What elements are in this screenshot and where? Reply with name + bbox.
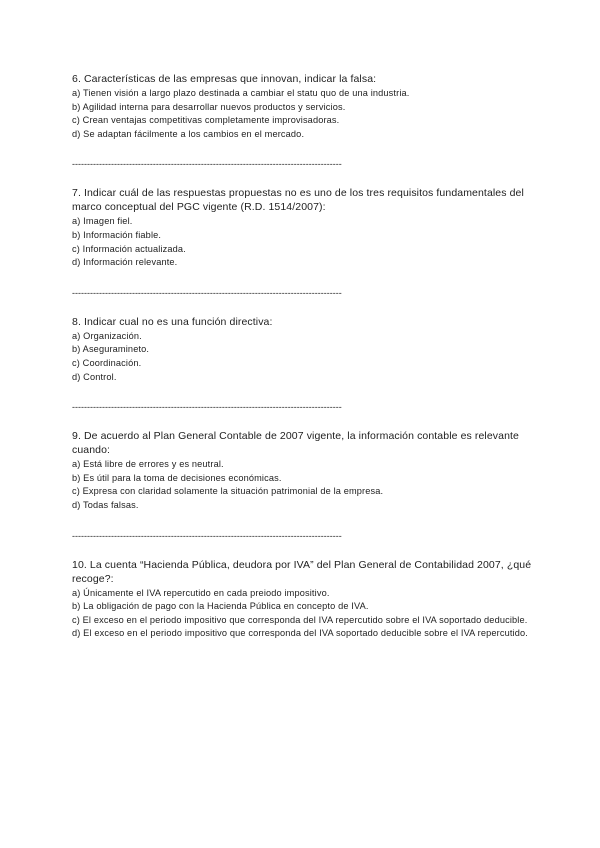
question-6	[72, 72, 540, 141]
option-d: d) Todas falsas.	[72, 499, 139, 510]
option-a: a) Únicamente el IVA repercutido en cada preiodo impositivo.	[72, 587, 330, 598]
option-b: b) Aseguramineto.	[72, 344, 150, 355]
option-b: b) Agilidad interna para desarrollar nuevos productos y servicios.	[72, 101, 346, 112]
option-d: d) Control.	[72, 371, 117, 382]
option-d: d) Información relevante.	[72, 257, 178, 268]
option-c: c) Expresa con claridad solamente la situación patrimonial de la empresa.	[72, 486, 384, 497]
option-a: a) Organización.	[72, 330, 142, 341]
option-d: d) El exceso en el periodo impositivo que corresponda del IVA soportado deducible sobre el IVA repercutido.	[72, 628, 528, 639]
option-c: c) Crean ventajas competitivas completamente improvisadoras.	[72, 115, 340, 126]
question-title: 9. De acuerdo al Plan General Contable de 2007 vigente, la información contable es relevante cuando:	[72, 430, 519, 457]
option-list	[72, 330, 540, 384]
option-b: b) Información fiable.	[72, 229, 162, 240]
option-list	[72, 87, 540, 141]
question-9	[72, 429, 540, 512]
question-title: 6. Características de las empresas que innovan, indicar la falsa:	[72, 73, 377, 85]
option-b: b) Es útil para la toma de decisiones económicas.	[72, 472, 282, 483]
option-c: c) El exceso en el periodo impositivo que corresponda del IVA repercutido sobre el IVA soportado deducible.	[72, 614, 528, 625]
option-a: a) Imagen fiel.	[72, 216, 133, 227]
question-10	[72, 558, 540, 641]
option-a: a) Tienen visión a largo plazo destinada a cambiar el statu quo de una industria.	[72, 88, 410, 98]
separator-line: ------------------------------------------------------------------------------------------	[72, 530, 342, 541]
question-title: 8. Indicar cual no es una función directiva:	[72, 315, 273, 328]
option-c: c) Coordinación.	[72, 357, 142, 368]
option-d: d) Se adaptan fácilmente a los cambios en el mercado.	[72, 128, 305, 139]
option-list	[72, 587, 540, 641]
separator-line: ------------------------------------------------------------------------------------------	[72, 159, 342, 170]
question-7	[72, 186, 540, 269]
separator-line: ------------------------------------------------------------------------------------------	[72, 402, 342, 413]
question-title: 10. La cuenta “Hacienda Pública, deudora por IVA” del Plan General de Contabilidad 2007, ¿qué recoge?:	[72, 558, 532, 585]
option-list	[72, 458, 540, 512]
option-b: b) La obligación de pago con la Hacienda Pública en concepto de IVA.	[72, 601, 369, 612]
option-a: a) Está libre de errores y es neutral.	[72, 459, 224, 470]
question-8	[72, 315, 540, 384]
question-title: 7. Indicar cuál de las respuestas propuestas no es uno de los tres requisitos fundamentales del marco conceptual del PGC vigente (R.D. 1514/2007):	[72, 187, 524, 214]
separator-line: ------------------------------------------------------------------------------------------	[72, 287, 342, 298]
option-c: c) Información actualizada.	[72, 243, 186, 254]
option-list	[72, 215, 540, 269]
